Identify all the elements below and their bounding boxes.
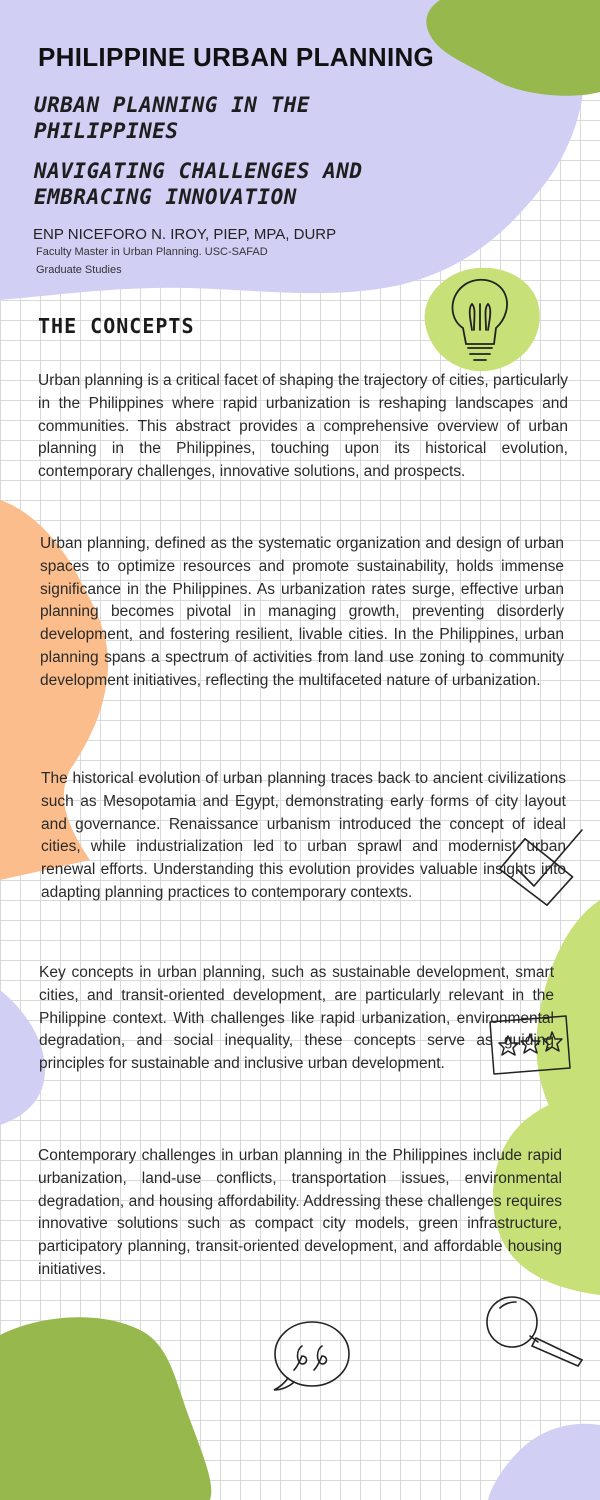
lightbulb-icon (408, 258, 548, 378)
lavender-blob-bottom-right (470, 1420, 600, 1500)
author-name: ENP NICEFORO N. IROY, PIEP, MPA, DURP (33, 226, 337, 243)
checkbox-tick-icon (490, 818, 590, 908)
subtitle-navigating: NAVIGATING CHALLENGES AND EMBRACING INNOVATION (34, 159, 363, 209)
author-affiliation: Faculty Master in Urban Planning. USC-SAFAD (36, 246, 268, 258)
section-heading: THE CONCEPTS (38, 314, 195, 338)
quote-bubble-icon (268, 1318, 358, 1398)
paragraph-challenges: Contemporary challenges in urban planning in the Philippines include rapid urbanization, land-use conflicts, transportation issues, environmental degradation, and housing affordability. Addressing these challenges requires innovative solutions such as compact city models, green infrastructure, participatory planning, transit-oriented development, and affordable housing initiatives. (38, 1147, 562, 1278)
magnifier-icon (478, 1290, 593, 1370)
green-blob-top (420, 0, 600, 100)
author-department: Graduate Studies (36, 264, 122, 276)
page-title: PHILIPPINE URBAN PLANNING (38, 42, 435, 72)
subtitle-urban-planning: URBAN PLANNING IN THE PHILIPPINES (34, 93, 311, 143)
rating-stars-icon (484, 1012, 574, 1082)
paragraph-key-concepts: Key concepts in urban planning, such as sustainable development, smart cities, and transit-oriented development, are particularly relevant in the Philippine context. With challenges like rapid urbanization, environmental degradation, and social inequality, these concepts serve as guiding principles for sustainable and inclusive urban development. (39, 964, 554, 1073)
paragraph-intro: Urban planning is a critical facet of shaping the trajectory of cities, particularly in the Philippines where rapid urbanization is reshaping landscapes and communities. This abstract provides a comprehensive overview of urban planning in the Philippines, touching upon its historical evolution, contemporary challenges, innovative solutions, and prospects. (38, 372, 568, 481)
paragraph-definition: Urban planning, defined as the systematic organization and design of urban spaces to optimize resources and promote sustainability, holds immense significance in the Philippines. As urbanization rates surge, effective urban planning becomes pivotal in managing growth, preventing disorderly development, and fostering resilient, livable cities. In the Philippines, urban planning spans a spectrum of activities from land use zoning to community development initiatives, reflecting the multifaceted nature of urbanization. (40, 535, 564, 689)
green-blob-bottom-left (0, 1310, 220, 1500)
paragraph-history: The historical evolution of urban planning traces back to ancient civilizations such as Mesopotamia and Egypt, demonstrating early forms of city layout and governance. Renaissance urbanism introduced the concept of ideal cities, while industrialization led to urban sprawl and modernist urban renewal efforts. Understanding this evolution provides valuable insights into adapting planning practices to contemporary contexts. (41, 770, 566, 901)
